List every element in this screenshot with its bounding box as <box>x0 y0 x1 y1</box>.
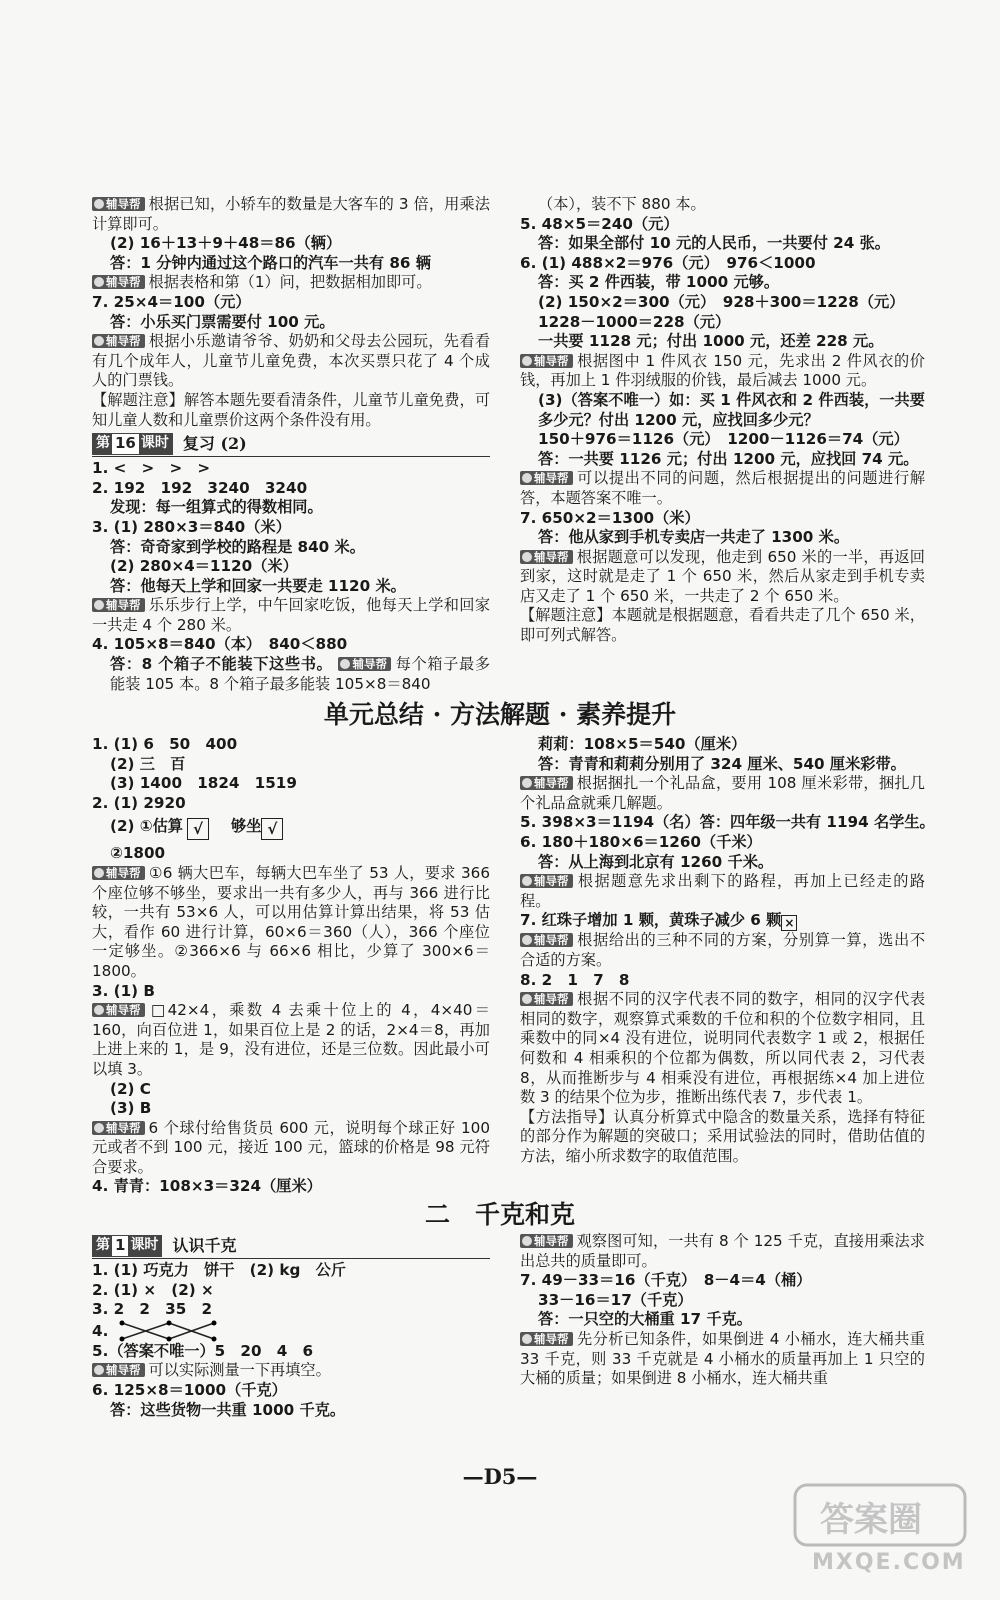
tutor-icon <box>340 659 350 669</box>
lesson-badge: 第 16 课时 <box>92 433 173 455</box>
text-line <box>92 1300 490 1320</box>
tutor-tag <box>520 1332 573 1346</box>
line-text: （本），装不下 880 本。 <box>538 195 706 213</box>
tag-label: 辅导帮 <box>106 598 141 613</box>
tutor-icon <box>522 935 532 945</box>
line-text: 3. (1) B <box>92 981 155 1000</box>
text-line <box>520 548 925 607</box>
line-text: 根据捆扎一个礼品盒，要用 108 厘米彩带，捆扎几个礼品盒就乘几解题。 <box>520 774 925 812</box>
line-text: 答：如果全部付 10 元的人民币，一共要付 24 张。 <box>538 234 890 253</box>
text-line <box>92 332 490 391</box>
line-text: 答：他从家到手机专卖店一共走了 1300 米。 <box>538 528 850 547</box>
text-line <box>92 577 490 597</box>
line-text: 7. 49－33＝16（千克） 8－4＝4（桶） <box>520 1271 812 1290</box>
text-line <box>520 1271 925 1291</box>
line-text: 根据小乐邀请爷爷、奶奶和父母去公园玩，先看看有几个成年人，儿童节儿童免费，本次买票只花了 4 个成人的门票钱。 <box>92 332 490 390</box>
text-line <box>92 635 490 655</box>
tutor-tag <box>92 197 145 211</box>
text-line <box>92 1342 490 1362</box>
text-line <box>520 332 925 352</box>
line-text: 先分析已知条件，如果倒进 4 小桶水，连大桶共重 33 千克，则 33 千克就是 4 小桶水的质量再加上 1 只空的大桶的质量；如果倒进 8 小桶水，连大桶共重 <box>520 1329 925 1388</box>
line-text: □42×4，乘数 4 去乘十位上的 4，4×40＝160，向百位进 1，如果百位上是 2 的话，2×4＝8，再加上进上来的 1，是 9，没有进位，还是三位数。因此最小可以填 3。 <box>92 1001 490 1078</box>
text-line <box>92 1361 490 1381</box>
text-line <box>520 528 925 548</box>
left-column-top <box>92 195 490 694</box>
line-text: 答：8 个箱子不能装下这些书。 <box>110 655 333 674</box>
text-line <box>92 1001 490 1079</box>
text-line <box>92 596 490 635</box>
tutor-icon <box>94 336 104 346</box>
line-text: 答：一只空的大桶重 17 千克。 <box>538 1310 752 1329</box>
text-line <box>520 1108 925 1167</box>
tutor-icon <box>522 1334 532 1344</box>
line-text: 根据给出的三种不同的方案，分别算一算，选出不合适的方案。 <box>520 931 925 969</box>
text-line <box>520 606 925 645</box>
tag-label: 辅导帮 <box>534 776 569 791</box>
tag-label: 辅导帮 <box>106 1363 141 1378</box>
line-text: 答：1 分钟内通过这个路口的汽车一共有 86 辆 <box>110 253 431 272</box>
line-text: 3. 2 2 35 2 <box>92 1300 213 1319</box>
line-text: 8. 2 1 7 8 <box>520 970 630 989</box>
text-line <box>520 833 925 853</box>
left-column-middle <box>92 735 490 1197</box>
text-line <box>92 293 490 313</box>
line-text: 7. 红珠子增加 1 颗，黄珠子减少 6 颗 <box>520 911 782 930</box>
tutor-icon <box>522 552 532 562</box>
text-line <box>92 1320 490 1342</box>
text-line <box>520 735 925 755</box>
line-text: (2) 16＋13＋9＋48＝86（辆） <box>110 234 342 253</box>
line-text: 1228－1000＝228（元） <box>538 312 731 331</box>
text-line <box>520 391 925 430</box>
tutor-icon <box>94 277 104 287</box>
text-line <box>520 1232 925 1271</box>
line-text: (2) 280×4＝1120（米） <box>110 557 298 576</box>
line-text: (3)（答案不唯一）如：买 1 件风衣和 2 件西装，一共要多少元？付出 1200 元，应找回多少元？ <box>538 390 925 429</box>
line-text: 2. 192 192 3240 3240 <box>92 478 308 497</box>
line-text: ①6 辆大巴车，每辆大巴车坐了 53 人，要求 366 个座位够不够坐，要求出一共有多少人，再与 366 进行比较，一共有 53×6 人，可以用估算计算出结果，将 53 估大，看作 60 进行计算，60×6＝360（人），366 个座位一定够坐。②366×6 与 66×6 相比，少算了 300×6＝1800。 <box>92 863 490 980</box>
tag-label: 辅导帮 <box>534 549 569 564</box>
line-text: (2) ①估算 <box>110 817 183 836</box>
text-line <box>92 794 490 814</box>
tag-label: 辅导帮 <box>106 1003 141 1018</box>
line-text: 6. 180＋180×6＝1260（千米） <box>520 832 762 851</box>
line-text: 【解题注意】解答本题先要看清条件，儿童节儿童免费，可知儿童人数和儿童票价这两个条件没有用。 <box>92 390 490 429</box>
tutor-icon <box>522 473 532 483</box>
text-line <box>520 195 925 215</box>
line-text: 7. 650×2＝1300（米） <box>520 508 700 527</box>
text-line <box>92 391 490 430</box>
tag-label: 辅导帮 <box>534 471 569 486</box>
line-text: (2) 150×2＝300（元） 928＋300＝1228（元） <box>538 292 905 311</box>
text-line <box>520 469 925 508</box>
tutor-icon <box>522 356 532 366</box>
watermark-url: MXQE.COM <box>812 1550 966 1575</box>
text-line <box>520 872 925 911</box>
text-line <box>92 1261 490 1281</box>
tutor-tag <box>92 275 145 289</box>
text-line <box>520 509 925 529</box>
text-line <box>92 735 490 755</box>
line-text: 4. 105×8＝840（本） 840＜880 <box>92 635 348 654</box>
text-line <box>92 498 490 518</box>
line-text: 33－16＝17（千克） <box>538 1290 693 1309</box>
line-text: 1. < > > > <box>92 459 211 478</box>
text-line <box>520 1330 925 1389</box>
tutor-tag <box>520 1234 573 1248</box>
text-line <box>92 755 490 775</box>
right-column-bottom <box>520 1232 925 1389</box>
tutor-icon <box>522 1236 532 1246</box>
text-line <box>520 254 925 274</box>
line-text: ②1800 <box>110 844 166 863</box>
line-text: 5. 48×5＝240（元） <box>520 214 679 233</box>
line-text: 发现：每一组算式的得数相同。 <box>110 498 323 517</box>
line-text: (3) 1400 1824 1519 <box>110 774 297 793</box>
line-text: 根据图中 1 件风衣 150 元，先求出 2 件风衣的价钱，再加上 1 件羽绒服的价钱，最后减去 1000 元。 <box>520 351 925 390</box>
tutor-tag <box>520 776 573 790</box>
tail-text: 每个箱子最多能装 105 本。8 个箱子最多能装 105×8＝840 <box>110 655 491 693</box>
line-text: 根据不同的汉字代表不同的数字，相同的汉字代表相同的数字，观察算式乘数的千位和积的个位数字相同，且乘数中的同×4 没有进位，说明同代表数字 1 或 2，根据任何数和 4 相乘积的个位都为偶数，所以同代表 2，习代表 8，从而推断步与 4 相乘没有进位，再根据练×4 加上进位数 3 的结果个位为步，推断出练代表 7，步代表 1。 <box>520 990 925 1107</box>
lesson-title: 认识千克 <box>172 1236 237 1256</box>
text-line <box>520 774 925 813</box>
text-line <box>92 1099 490 1119</box>
tutor-tag <box>520 874 573 888</box>
text-line <box>92 557 490 577</box>
tag-label: 辅导帮 <box>106 865 141 880</box>
unit-summary-title: 单元总结 · 方法解题 · 素养提升 <box>323 700 677 729</box>
line-text: 答：一共要 1126 元；付出 1200 元，应找回 74 元。 <box>538 449 919 468</box>
text-line <box>92 538 490 558</box>
tutor-tag <box>92 598 145 612</box>
tutor-icon <box>522 876 532 886</box>
tutor-tag <box>92 866 145 880</box>
lesson-16-header <box>92 432 490 457</box>
tag-label: 辅导帮 <box>352 657 387 672</box>
tag-label: 辅导帮 <box>106 1120 141 1135</box>
tutor-tag <box>92 1121 145 1135</box>
line-text: 根据题意先求出剩下的路程，再加上已经走的路程。 <box>520 872 925 910</box>
tag-label: 辅导帮 <box>106 334 141 349</box>
text-line <box>520 990 925 1108</box>
text-line <box>520 293 925 313</box>
tutor-icon <box>94 199 104 209</box>
text-line <box>520 1310 925 1330</box>
line-text: 乐乐步行上学，中午回家吃饭，他每天上学和回家一共走 4 个 280 米。 <box>92 596 490 634</box>
tutor-tag <box>92 334 145 348</box>
line-text: 1. (1) 巧克力 饼干 (2) kg 公斤 <box>92 1261 346 1279</box>
line-text: 4. <box>92 1321 109 1340</box>
line-text: 1. (1) 6 50 400 <box>92 735 238 753</box>
line-text: 7. 25×4＝100（元） <box>92 292 251 311</box>
right-column-middle <box>520 735 935 1166</box>
line-text: 6. (1) 488×2＝976（元） 976＜1000 <box>520 253 816 272</box>
text-line <box>520 273 925 293</box>
line-text: 根据已知，小轿车的数量是大客车的 3 倍，用乘法计算即可。 <box>92 195 490 233</box>
line-text: 答：他每天上学和回家一共要走 1120 米。 <box>110 576 406 595</box>
line-text: 莉莉：108×5＝540（厘米） <box>538 735 747 753</box>
line-text: 答：这些货物一共重 1000 千克。 <box>110 1400 346 1419</box>
text-line <box>92 479 490 499</box>
text-line <box>520 911 925 931</box>
page-number: —D5— <box>462 1464 538 1489</box>
tag-label: 辅导帮 <box>106 275 141 290</box>
line-text: 5.（答案不唯一）5 20 4 6 <box>92 1341 314 1360</box>
line-text: (2) C <box>110 1079 151 1098</box>
text-line <box>92 817 490 840</box>
text-line <box>520 931 925 970</box>
tutor-icon <box>94 1005 104 1015</box>
line-text: 4. 青青：108×3＝324（厘米） <box>92 1177 322 1196</box>
tag-label: 辅导帮 <box>534 1234 569 1248</box>
text-line <box>92 844 490 864</box>
text-line <box>92 313 490 333</box>
text-line <box>92 1080 490 1100</box>
text-line <box>92 1381 490 1401</box>
text-line <box>520 971 925 991</box>
tag-label: 辅导帮 <box>534 353 569 368</box>
line-text: (2) 三 百 <box>110 754 186 773</box>
text-line <box>92 234 490 254</box>
line-text: 答：从上海到北京有 1260 千米。 <box>538 852 774 871</box>
matching-lines <box>114 1320 224 1342</box>
text-line <box>92 1119 490 1178</box>
text-line <box>92 518 490 538</box>
text-line <box>92 864 490 982</box>
tag-label: 辅导帮 <box>106 197 141 211</box>
text-line <box>92 1281 490 1301</box>
tag-label: 辅导帮 <box>534 933 569 948</box>
tutor-icon <box>94 1123 104 1133</box>
tutor-icon <box>522 994 532 1004</box>
line-text: 【解题注意】本题就是根据题意，看看共走了几个 650 米，即可列式解答。 <box>520 606 925 645</box>
text-line <box>520 853 925 873</box>
tutor-tag <box>338 657 391 671</box>
line-text: 根据表格和第（1）问，把数据相加即可。 <box>148 273 432 292</box>
text-line <box>520 234 925 254</box>
text-line <box>92 774 490 794</box>
tutor-icon <box>94 600 104 610</box>
tutor-tag <box>520 471 573 485</box>
text-line <box>520 755 925 775</box>
right-column-top <box>520 195 925 646</box>
text-line <box>92 195 490 234</box>
lesson-title: 复习 (2) <box>182 434 247 454</box>
line-text: 答：青青和莉莉分别用了 324 厘米、540 厘米彩带。 <box>538 754 906 773</box>
line-text: 答：奇奇家到学校的路程是 840 米。 <box>110 537 365 556</box>
text-line <box>520 1291 925 1311</box>
text-line <box>520 313 925 333</box>
chapter-title: 二 千克和克 <box>424 1200 575 1229</box>
line-text: 可以实际测量一下再填空。 <box>148 1361 331 1380</box>
tag-label: 辅导帮 <box>534 1331 569 1346</box>
text-line <box>520 215 925 235</box>
left-column-bottom <box>92 1232 490 1420</box>
line-text: 根据题意可以发现，他走到 650 米的一半，再返回到家，这时就是走了 1 个 650 米，然后从家走到手机专卖店又走了 1 个 650 米，一共走了 2 个 650 米。 <box>520 547 925 605</box>
text-line <box>92 982 490 1002</box>
tutor-tag <box>520 933 573 947</box>
check-box: √ <box>187 818 209 840</box>
watermark-site: 答案圈 <box>820 1500 922 1540</box>
line-text: 150＋976＝1126（元） 1200－1126＝74（元） <box>538 430 909 449</box>
text-line <box>92 254 490 274</box>
line-text: 3. (1) 280×3＝840（米） <box>92 517 291 536</box>
tutor-tag <box>520 992 573 1006</box>
tutor-icon <box>94 868 104 878</box>
text-line <box>520 352 925 391</box>
line-text: 【方法指导】认真分析算式中隐含的数量关系，选择有特征的部分作为解题的突破口；采用试验法的同时，借助估值的方法，缩小所求数字的取值范围。 <box>520 1107 925 1165</box>
line-text: 6. 125×8＝1000（千克） <box>92 1380 287 1399</box>
tutor-tag <box>92 1003 145 1017</box>
line-text: 观察图可知，一共有 8 个 125 千克，直接用乘法求出总共的质量即可。 <box>520 1232 925 1270</box>
line-text: 一共要 1128 元；付出 1000 元，还差 228 元。 <box>538 332 884 351</box>
enough-label: 够坐 <box>230 817 262 836</box>
line-text: 5. 398×3＝1194（名）答：四年级一共有 1194 名学生。 <box>520 813 935 832</box>
text-line <box>92 459 490 479</box>
lesson-1-header <box>92 1234 490 1259</box>
line-text: 2. (1) 2920 <box>92 793 186 812</box>
text-line <box>520 450 925 470</box>
line-text: 2. (1) × (2) × <box>92 1280 214 1299</box>
text-line <box>520 430 925 450</box>
text-line <box>92 273 490 293</box>
line-text: 答：买 2 件西装，带 1000 元够。 <box>538 273 780 292</box>
tutor-tag <box>520 354 573 368</box>
watermark-logo <box>790 1480 970 1580</box>
line-text: 6 个球付给售货员 600 元，说明每个球正好 100 元或者不到 100 元，接近 100 元，篮球的价格是 98 元符合要求。 <box>92 1118 490 1176</box>
text-line <box>92 1401 490 1421</box>
tag-label: 辅导帮 <box>534 992 569 1007</box>
line-text: 答：小乐买门票需要付 100 元。 <box>110 312 335 331</box>
text-line <box>520 813 935 833</box>
cross-box: × <box>781 915 797 931</box>
tutor-tag <box>92 1363 145 1377</box>
text-line <box>92 655 490 694</box>
line-text: (3) B <box>110 1099 152 1118</box>
tutor-icon <box>94 1365 104 1375</box>
tutor-tag <box>520 550 573 564</box>
check-box: √ <box>261 818 283 840</box>
line-text: 可以提出不同的问题，然后根据提出的问题进行解答，本题答案不唯一。 <box>520 469 925 507</box>
lesson-badge: 第 1 课时 <box>92 1235 162 1257</box>
tutor-icon <box>522 778 532 788</box>
tag-label: 辅导帮 <box>534 874 569 889</box>
